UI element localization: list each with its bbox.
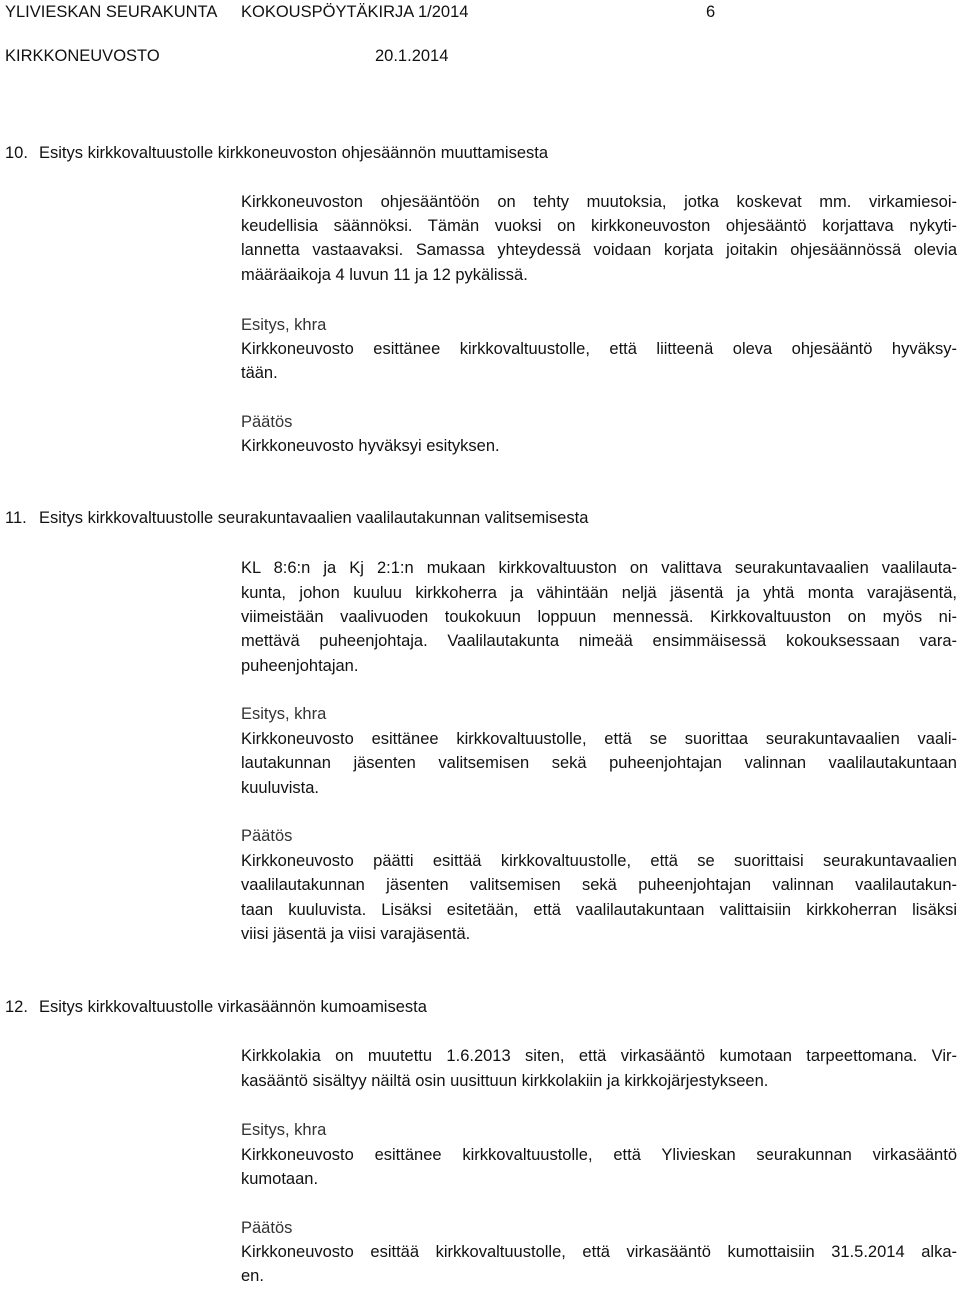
section-10-intro-line: määräaikoja 4 luvun 11 ja 12 pykälissä. xyxy=(241,266,528,284)
section-title: Esitys kirkkovaltuustolle seurakuntavaalien vaalilautakunnan valitsemisesta xyxy=(39,509,589,527)
section-12-intro-line: Kirkkolakia on muutettu 1.6.2013 siten, että virkasääntö kumotaan tarpeettomana. Vir- xyxy=(241,1047,957,1065)
section-10-proposal-line: Kirkkoneuvosto esittänee kirkkovaltuustolle, että liitteenä oleva ohjesääntö hyväksy- xyxy=(241,340,957,358)
section-11-decision-line: viisi jäsentä ja viisi varajäsentä. xyxy=(241,925,471,943)
section-title: Esitys kirkkovaltuustolle virkasäännön kumoamisesta xyxy=(39,998,427,1016)
section-number: 10. xyxy=(5,144,28,162)
section-number: 11. xyxy=(5,509,27,527)
header-page-number: 6 xyxy=(706,3,716,21)
section-10-decision-line: Kirkkoneuvosto hyväksyi esityksen. xyxy=(241,437,500,455)
section-10-heading xyxy=(5,144,548,163)
section-11-intro-line: mettävä puheenjohtaja. Vaalilautakunta nimeää ensimmäisessä kokouksessaan vara- xyxy=(241,632,957,650)
section-title: Esitys kirkkovaltuustolle kirkkoneuvoston ohjesäännön muuttamisesta xyxy=(39,144,549,162)
section-10-intro-line: lannetta vastaavaksi. Samassa yhteydessä voidaan korjata joitakin ohjesäännössä olevia xyxy=(241,241,957,259)
section-11-decision-line: taan kuuluvista. Lisäksi esitetään, että vaalilautakuntaan valittaisiin kirkkoherran lisäksi xyxy=(241,901,957,919)
section-11-decision-line: Kirkkoneuvosto päätti esittää kirkkovaltuustolle, että se suorittaisi seurakuntavaalien xyxy=(241,852,957,870)
section-12-proposal-label: Esitys, khra xyxy=(241,1121,327,1139)
section-11-intro-line: puheenjohtajan. xyxy=(241,657,359,675)
section-11-intro-line: KL 8:6:n ja Kj 2:1:n mukaan kirkkovaltuuston on valittava seurakuntavaalien vaalilauta- xyxy=(241,559,957,577)
section-12-proposal-line: Kirkkoneuvosto esittänee kirkkovaltuustolle, että Ylivieskan seurakunnan virkasääntö xyxy=(241,1146,957,1164)
section-12-decision-line: en. xyxy=(241,1267,264,1285)
section-11-heading xyxy=(5,509,588,528)
section-10-proposal-line: tään. xyxy=(241,364,278,382)
header-org: YLIVIESKAN SEURAKUNTA xyxy=(5,3,218,21)
section-10-intro-line: Kirkkoneuvoston ohjesääntöön on tehty muutoksia, jotka koskevat mm. virkamiesoi- xyxy=(241,193,957,211)
section-11-proposal-label: Esitys, khra xyxy=(241,705,327,723)
section-11-proposal-line: lautakunnan jäsenten valitsemisen sekä puheenjohtajan valinnan vaalilautakuntaan xyxy=(241,754,957,772)
section-11-intro-line: kunta, johon kuuluu kirkkoherra ja vähintään neljä jäsentä ja yhtä monta varajäsentä, xyxy=(241,584,957,602)
section-10-decision-label: Päätös xyxy=(241,413,293,431)
section-number: 12. xyxy=(5,998,28,1016)
header-body: KIRKKONEUVOSTO xyxy=(5,47,160,65)
section-11-decision-line: vaalilautakunnan jäsenten valitsemisen sekä puheenjohtajan valinnan vaalilautakun- xyxy=(241,876,957,894)
header-doc-title: KOKOUSPÖYTÄKIRJA 1/2014 xyxy=(241,3,469,21)
section-12-decision-label: Päätös xyxy=(241,1219,293,1237)
section-11-intro-line: viimeistään vaalivuoden toukokuun loppuun mennessä. Kirkkovaltuuston on myös ni- xyxy=(241,608,957,626)
section-11-proposal-line: kuuluvista. xyxy=(241,779,319,797)
section-10-intro-line: keudellisia säännöksi. Tämän vuoksi on kirkkoneuvoston ohjesääntö korjattava nykyti- xyxy=(241,217,957,235)
section-12-heading xyxy=(5,998,427,1017)
section-12-intro-line: kasääntö sisältyy näiltä osin uusittuun kirkkolakiin ja kirkkojärjestykseen. xyxy=(241,1072,769,1090)
header-date: 20.1.2014 xyxy=(375,47,449,65)
section-11-proposal-line: Kirkkoneuvosto esittänee kirkkovaltuustolle, että se suorittaa seurakuntavaalien vaali- xyxy=(241,730,957,748)
section-12-decision-line: Kirkkoneuvosto esittää kirkkovaltuustolle, että virkasääntö kumottaisiin 31.5.2014 alka- xyxy=(241,1243,957,1261)
section-12-proposal-line: kumotaan. xyxy=(241,1170,319,1188)
section-11-decision-label: Päätös xyxy=(241,827,293,845)
section-10-proposal-label: Esitys, khra xyxy=(241,316,327,334)
